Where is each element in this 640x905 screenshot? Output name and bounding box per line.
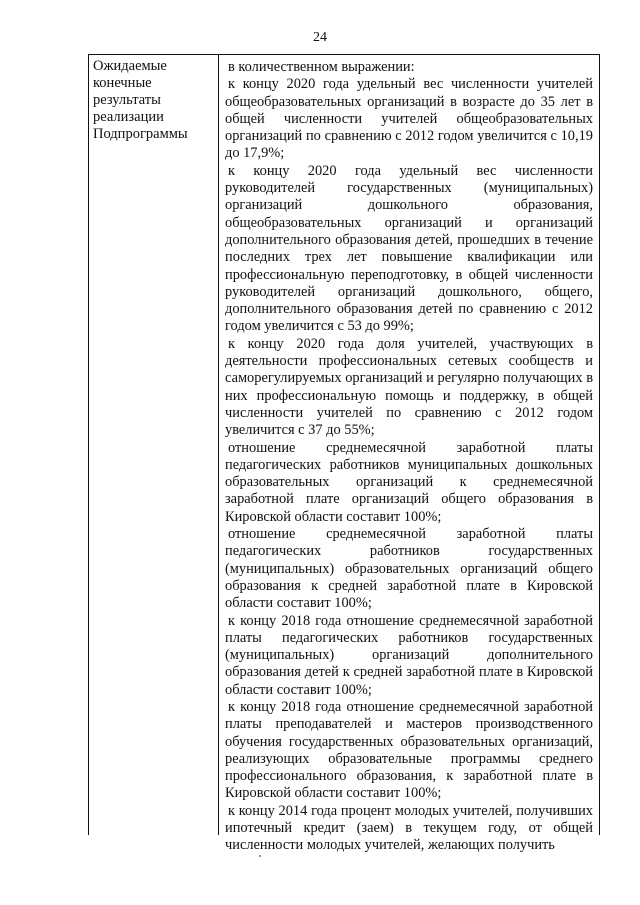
- table-label-cell: [89, 55, 219, 835]
- label-line: Подпрограммы: [93, 126, 188, 142]
- result-paragraph: отношение среднемесячной заработной платы педагогических работников муниципальных дошкольных образовательных организаций к среднемесячной заработной плате организаций общего образования в Кировской области составит 100%;: [225, 439, 593, 525]
- page-number: 24: [313, 30, 327, 45]
- result-paragraph: в количественном выражении:: [228, 59, 415, 75]
- result-paragraph: отношение среднемесячной заработной платы педагогических работников государственных (муниципальных) образовательных организаций общего образования к средней заработной плате в Кировской области составит 100%;: [225, 526, 593, 612]
- result-paragraph: к концу 2020 года удельный вес численности учителей общеобразовательных организаций в возрасте до 35 лет в общей численности учителей общеобразовательных организаций по сравнению с 2012 годом увеличится с 10,19 до 17,9%;: [225, 76, 593, 162]
- result-paragraph: к концу 2018 года отношение среднемесячной заработной платы преподавателей и мастеров производственного обучения государственных образовательных организаций, реализующих образовательные программы среднего профессионального образования, к заработной плате в Кировской области составит 100%;: [225, 698, 593, 802]
- result-paragraph: к концу 2020 года доля учителей, участвующих в деятельности профессиональных сетевых сообществ и саморегулируемых организаций и регулярно получающих в них профессиональную помощь и поддержку, в общей численности учителей по сравнению с 2012 годом увеличится с 37 до 55%;: [225, 335, 593, 439]
- label-line: конечные: [93, 75, 152, 91]
- table-content-cell: [219, 55, 599, 854]
- scan-speck: [259, 855, 261, 857]
- result-paragraph: к концу 2014 года процент молодых учителей, получивших ипотечный кредит (заем) в текущем году, от общей численности молодых учителей, желающих получить: [225, 802, 593, 854]
- result-paragraph: к концу 2020 года удельный вес численности руководителей государственных (муниципальных) организаций дошкольного образования, общеобразовательных организаций и организаций дополнительного образования детей, прошедших в течение последних трех лет повышение квалификации или профессиональную переподготовку, в общей численности руководителей организаций дошкольного, общего, дополнительного образования детей по сравнению с 2012 годом увеличится с 53 до 99%;: [225, 162, 593, 335]
- label-line: реализации: [93, 109, 164, 125]
- label-line: результаты: [93, 92, 161, 108]
- label-line: Ожидаемые: [93, 58, 167, 74]
- results-table: [88, 54, 600, 854]
- result-paragraph: к концу 2018 года отношение среднемесячной заработной платы педагогических работников государственных (муниципальных) организаций дополнительного образования детей к средней заработной плате в Кировской области составит 100%;: [225, 612, 593, 698]
